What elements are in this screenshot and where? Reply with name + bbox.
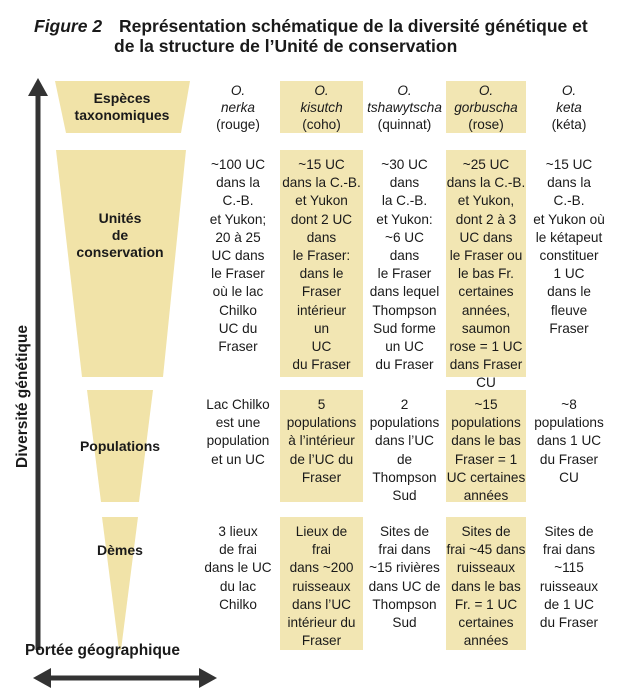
cell-line: Sites de [379, 524, 430, 539]
species-genus: O. [314, 82, 329, 98]
cell-unites-3 [365, 150, 444, 377]
cell-line: Thompson [372, 469, 437, 485]
cell-line: certaines [458, 284, 514, 300]
cell-line: ~8 [561, 397, 577, 412]
cell-line: du Fraser [539, 451, 599, 467]
cell-line: intérieur [296, 302, 347, 318]
row-label-unites: Unités de conservation [76, 210, 164, 260]
cell-line: de [396, 451, 413, 467]
row-label-especes: Espèces taxonomiques [74, 90, 170, 123]
cone-demes [102, 517, 138, 650]
cell-line: du Fraser [539, 615, 599, 631]
cell-line: le Fraser: [292, 248, 351, 264]
cell-line: 1 UC [553, 266, 585, 282]
left-arrow-head [33, 668, 51, 688]
cell-line: ruisseaux [456, 560, 516, 576]
row-label-demes: Dèmes [97, 542, 143, 558]
cell-demes-4 [446, 517, 526, 650]
species-genus: O. [230, 82, 246, 98]
cell-line: dans lequel [369, 284, 440, 300]
cell-line: populations [369, 415, 440, 431]
cell-line: dans la [216, 175, 260, 191]
cell-line: Sites de [461, 524, 511, 539]
cell-species-3 [365, 81, 444, 133]
cell-line: dans le bas [451, 433, 521, 449]
cell-line: Fraser [301, 284, 342, 300]
cell-line: 5 [317, 397, 326, 412]
cell-line: Fraser [301, 469, 342, 485]
species-common: (rouge) [216, 116, 260, 132]
species-name: nerka [220, 99, 255, 115]
cell-line: la C.-B. [381, 193, 428, 209]
cell-line: et Yukon, [457, 193, 515, 209]
cell-line: ~15 [474, 397, 498, 412]
cell-line: dans la C.-B. [446, 175, 526, 191]
cell-line: ~15 rivières [369, 560, 440, 576]
cell-line: dans ~200 [289, 560, 354, 576]
cell-line: ~115 [554, 560, 584, 576]
cell-line: Thompson [372, 302, 437, 318]
figure-title-line1: Représentation schématique de la diversité génétique et [118, 16, 588, 36]
cell-line: un [313, 320, 330, 336]
species-name: gorbuscha [454, 99, 518, 115]
cell-demes-3 [365, 517, 444, 650]
cell-line: dans le [547, 284, 591, 300]
cell-line: frai dans [542, 542, 596, 558]
cell-species-4 [446, 81, 526, 133]
cell-line: Sud forme [373, 320, 436, 336]
cell-line: dans l’UC [292, 596, 351, 612]
cell-unites-1 [198, 150, 278, 377]
vertical-arrow-head [28, 78, 48, 96]
cell-line: de 1 UC [544, 596, 594, 612]
species-common: (quinnat) [377, 116, 432, 132]
cell-populations-5 [528, 390, 610, 502]
cell-line: Sites de [544, 524, 594, 539]
cell-line: fleuve [550, 302, 588, 318]
cell-line: dans l’UC [375, 433, 434, 449]
cell-line: un UC [385, 339, 424, 355]
cell-line: ruisseaux [292, 578, 351, 594]
cell-line: UC dans [211, 248, 265, 264]
cell-line: populations [286, 415, 357, 431]
cell-demes-5 [528, 517, 610, 650]
cell-line: le kétapeut [535, 229, 603, 245]
species-common: (kéta) [551, 116, 587, 132]
cell-line: dans le UC [204, 560, 272, 576]
cell-species-5 [528, 81, 610, 133]
cell-line: populations [451, 415, 521, 431]
right-arrow-head [199, 668, 217, 688]
cell-demes-2 [280, 517, 363, 650]
cell-line: rose = 1 UC [449, 339, 523, 355]
species-genus: O. [478, 82, 494, 98]
cell-line: où le lac [212, 284, 264, 300]
cell-line: dans UC de [368, 578, 441, 594]
cell-line: le Fraser [377, 266, 432, 282]
species-name: kisutch [300, 99, 343, 115]
cell-line: Chilko [219, 596, 257, 612]
cell-line: frai [312, 542, 331, 558]
cell-line: années [463, 633, 509, 649]
cell-line: et Yukon: [376, 211, 433, 227]
cell-line: dans la C.-B. [282, 175, 361, 191]
cell-line: dans 1 UC [536, 433, 602, 449]
cell-line: ~6 UC [385, 229, 424, 245]
cell-populations-1 [198, 390, 278, 502]
cell-line: est une [215, 415, 261, 431]
species-common: (rose) [468, 116, 504, 132]
cell-line: ~25 UC [462, 157, 510, 172]
species-common: (coho) [302, 116, 341, 132]
cell-line: saumon [461, 320, 511, 336]
cell-line: Sud [392, 615, 417, 631]
cell-line: du Fraser [375, 357, 434, 373]
cell-line: CU [559, 469, 579, 485]
species-name: keta [556, 99, 582, 115]
cell-line: Fr. = 1 UC [454, 596, 518, 612]
cell-line: Lieux de [295, 524, 348, 539]
cell-line: dont 2 UC [290, 211, 353, 227]
cell-line: C.-B. [222, 193, 254, 209]
cell-line: frai ~45 dans [446, 542, 526, 558]
cell-line: ~100 UC [210, 157, 266, 172]
cell-unites-5 [528, 150, 610, 377]
species-genus: O. [561, 82, 577, 98]
cell-line: et Yukon [295, 193, 348, 209]
cell-line: années [463, 488, 509, 504]
cell-line: Fraser [301, 633, 342, 649]
cell-line: intérieur du [287, 615, 356, 631]
cell-line: dans [306, 229, 337, 245]
cell-line: certaines [458, 615, 514, 631]
cell-species-1 [198, 81, 278, 133]
cone-group [55, 81, 190, 650]
cell-line: Fraser = 1 [454, 451, 518, 467]
cell-line: ~15 UC [545, 157, 593, 172]
cell-line: UC certaines [446, 469, 526, 485]
cell-line: ~30 UC [381, 157, 428, 172]
cell-line: Lac Chilko [206, 397, 270, 412]
species-genus: O. [397, 82, 412, 98]
cell-line: du Fraser [292, 357, 351, 373]
cell-line: dont 2 à 3 [455, 211, 517, 227]
cell-line: Fraser [549, 320, 589, 336]
cell-line: Sud [392, 488, 417, 504]
species-name: tshawytscha [367, 99, 442, 115]
cell-line: de frai [219, 542, 257, 558]
cell-line: du lac [219, 578, 257, 594]
cell-line: 3 lieux [218, 524, 258, 539]
cell-line: C.-B. [553, 193, 585, 209]
cell-line: de l’UC du [289, 451, 354, 467]
horizontal-axis-label: Portée géographique [25, 642, 181, 659]
cell-line: UC du [218, 320, 258, 336]
cell-line: UC [311, 339, 332, 355]
cell-line: Fraser [218, 339, 258, 355]
cell-line: le Fraser ou [449, 248, 523, 264]
cell-line: constituer [539, 248, 599, 264]
cell-species-2 [280, 81, 363, 133]
cell-line: ruisseaux [539, 578, 599, 594]
cone-unites [56, 150, 186, 377]
cell-line: et Yukon; [209, 211, 267, 227]
cell-line: et Yukon où [533, 211, 605, 227]
cell-line: 20 à 25 [215, 229, 261, 245]
cell-line: UC dans [459, 229, 513, 245]
cell-populations-3 [365, 390, 444, 502]
cell-line: dans le [299, 266, 344, 282]
cell-line: dans [389, 175, 420, 191]
cell-line: à l’intérieur [288, 433, 355, 449]
cell-line: 2 [400, 397, 409, 412]
cell-demes-1 [198, 517, 278, 650]
cell-populations-4 [446, 390, 526, 502]
cell-line: le bas Fr. [458, 266, 514, 282]
cell-populations-2 [280, 390, 363, 502]
cell-line: frai dans [378, 542, 431, 558]
cell-line: années, [461, 302, 511, 318]
cell-line: dans la [547, 175, 591, 191]
vertical-axis-label: Diversité génétique [14, 325, 31, 468]
cell-unites-2 [280, 150, 363, 377]
cell-unites-4 [446, 150, 526, 391]
cell-line: Thompson [372, 596, 437, 612]
figure-number: Figure 2 [34, 16, 103, 36]
cell-line: CU [476, 375, 496, 391]
cell-line: ~15 UC [298, 157, 345, 172]
cell-line: dans Fraser [449, 357, 523, 373]
cell-line: et un UC [211, 451, 265, 467]
cell-line: Chilko [219, 302, 257, 318]
cell-line: dans le bas [451, 578, 521, 594]
cell-line: populations [534, 415, 604, 431]
cell-line: le Fraser [211, 266, 265, 282]
cell-line: population [206, 433, 270, 449]
cell-line: dans [389, 248, 420, 264]
row-label-populations: Populations [79, 438, 161, 454]
figure-title-line2: de la structure de l’Unité de conservation [114, 36, 458, 56]
